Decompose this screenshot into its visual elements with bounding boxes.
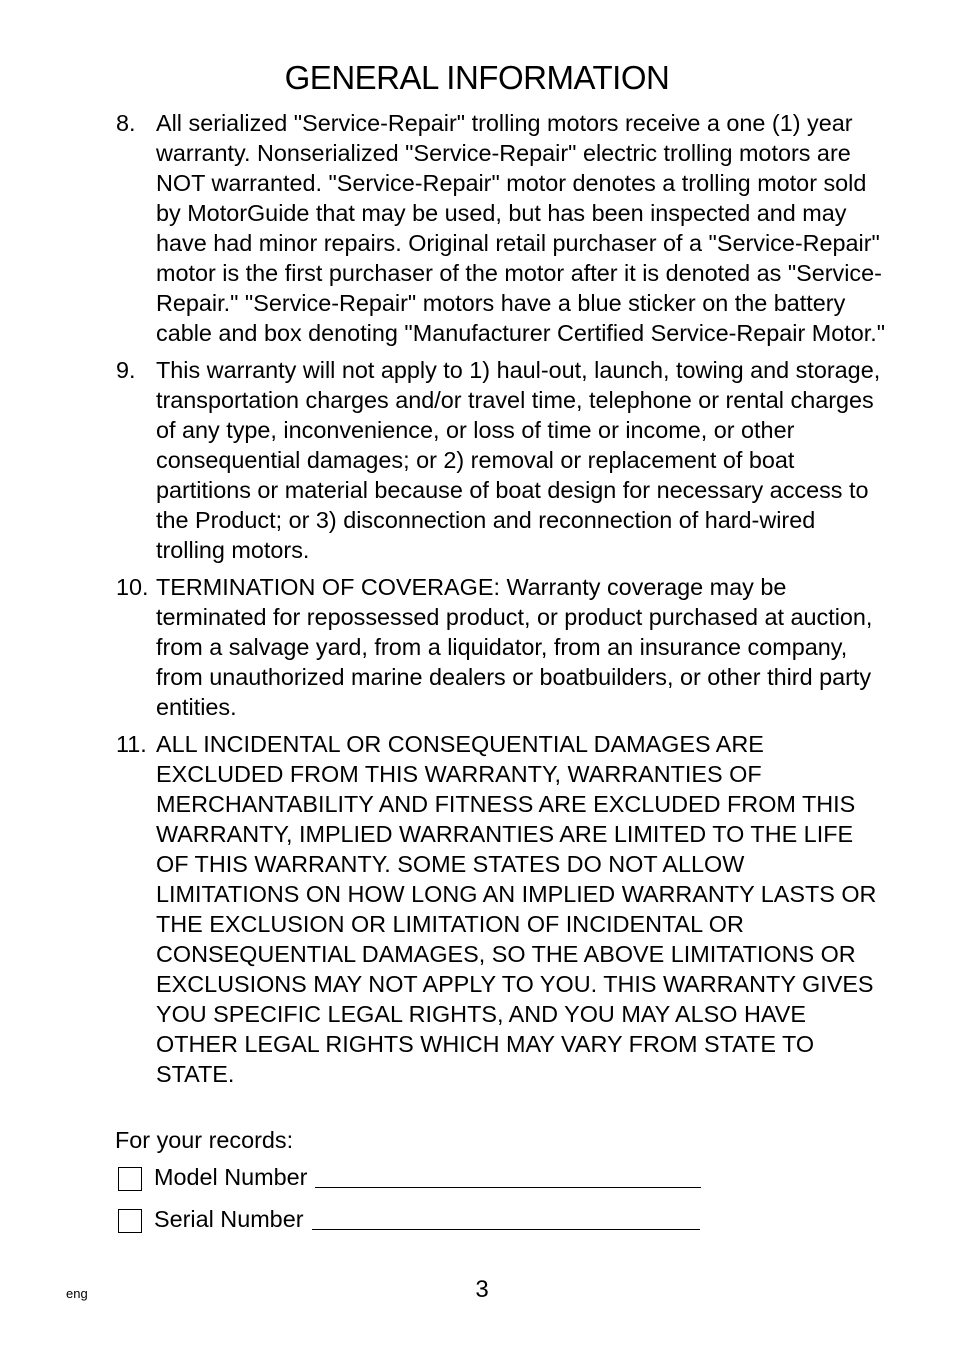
page-title: GENERAL INFORMATION [284,59,670,96]
records-label: For your records: [115,1127,294,1153]
item-text: TERMINATION OF COVERAGE: Warranty coverage may be terminated for repossessed product, or product purchased at auction, from a salvage yard, from a liquidator, from an insurance company, from unauthorized marine dealers or boatbuilders, or other third party entities. [156,574,873,720]
serial-number-label: Serial Number [154,1206,304,1232]
model-number-line[interactable] [315,1167,701,1188]
serial-number-line[interactable] [312,1209,700,1230]
item-number: 11. [116,731,147,757]
list-item [116,108,886,348]
model-number-field [118,1162,701,1192]
serial-number-checkbox[interactable] [118,1209,142,1233]
list-item [116,729,886,1089]
item-number: 10. [116,574,149,600]
item-text: ALL INCIDENTAL OR CONSEQUENTIAL DAMAGES ARE EXCLUDED FROM THIS WARRANTY, WARRANTIES OF MERCHANTABILITY AND FITNESS ARE EXCLUDED FROM THIS WARRANTY, IMPLIED WARRANTIES ARE LIMITED TO THE LIFE OF THIS WARRANTY. SOME STATES DO NOT ALLOW LIMITATIONS ON HOW LONG AN IMPLIED WARRANTY LASTS OR THE EXCLUSION OR LIMITATION OF INCIDENTAL OR CONSEQUENTIAL DAMAGES, SO THE ABOVE LIMITATIONS OR EXCLUSIONS MAY NOT APPLY TO YOU. THIS WARRANTY GIVES YOU SPECIFIC LEGAL RIGHTS, AND YOU MAY ALSO HAVE OTHER LEGAL RIGHTS WHICH MAY VARY FROM STATE TO STATE. [156,731,877,1087]
page-number: 3 [475,1276,489,1303]
item-text: This warranty will not apply to 1) haul-out, launch, towing and storage, transportation charges and/or travel time, telephone or rental charges of any type, inconvenience, or loss of time or income, or other consequential damages; or 2) removal or replacement of boat partitions or material because of boat design for necessary access to the Product; or 3) disconnection and reconnection of hard-wired trolling motors. [156,357,881,563]
language-code: eng [66,1286,88,1301]
list-item [116,572,886,722]
model-number-label: Model Number [154,1164,308,1190]
item-text: All serialized "Service-Repair" trolling motors receive a one (1) year warranty. Nonserialized "Service-Repair" electric trolling motors are NOT warranted. "Service-Repair" motor denotes a trolling motor sold by MotorGuide that may be used, but has been inspected and may have had minor repairs. Original retail purchaser of a "Service-Repair" motor is the first purchaser of the motor after it is denoted as "Service-Repair." "Service-Repair" motors have a blue sticker on the battery cable and box denoting "Manufacturer Certified Service-Repair Motor." [156,110,886,346]
item-number: 8. [116,110,136,136]
model-number-checkbox[interactable] [118,1167,142,1191]
serial-number-field [118,1204,700,1234]
item-number: 9. [116,357,136,383]
list-item [116,355,886,565]
warranty-list [116,108,886,1096]
